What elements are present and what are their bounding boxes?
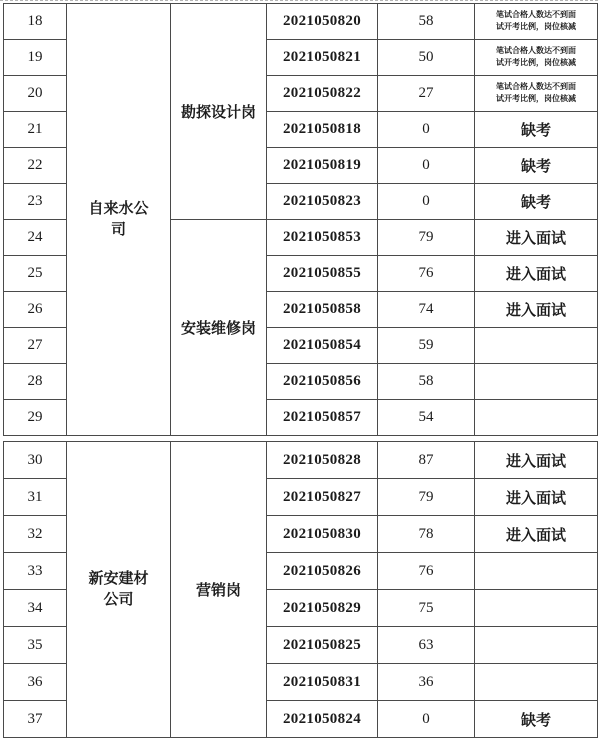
exam-id-cell: 2021050828 [267,442,378,479]
seq-cell: 28 [4,364,67,400]
result-cell: 进入面试 [475,256,598,292]
seq-cell: 19 [4,40,67,76]
seq-cell: 25 [4,256,67,292]
result-cell: 进入面试 [475,516,598,553]
seq-cell: 34 [4,590,67,627]
result-cell [475,400,598,436]
exam-id-cell: 2021050854 [267,328,378,364]
score-cell: 0 [378,148,475,184]
result-note: 笔试合格人数达不到面试开考比例，岗位核减 [496,81,576,104]
exam-id-cell: 2021050830 [267,516,378,553]
results-table-section-1 [3,3,598,436]
score-cell: 54 [378,400,475,436]
score-cell: 58 [378,364,475,400]
result-cell [475,4,598,40]
score-cell: 78 [378,516,475,553]
exam-id-cell: 2021050825 [267,627,378,664]
score-cell: 79 [378,220,475,256]
result-cell [475,364,598,400]
exam-id-cell: 2021050823 [267,184,378,220]
seq-cell: 26 [4,292,67,328]
exam-id-cell: 2021050831 [267,664,378,701]
result-note: 笔试合格人数达不到面试开考比例，岗位核减 [496,45,576,68]
score-cell: 0 [378,184,475,220]
exam-id-cell: 2021050827 [267,479,378,516]
score-cell: 36 [378,664,475,701]
score-cell: 76 [378,256,475,292]
exam-id-cell: 2021050856 [267,364,378,400]
exam-id-cell: 2021050822 [267,76,378,112]
seq-cell: 20 [4,76,67,112]
result-cell: 进入面试 [475,479,598,516]
seq-cell: 29 [4,400,67,436]
seq-cell: 22 [4,148,67,184]
result-cell [475,328,598,364]
score-cell: 75 [378,590,475,627]
company-cell [67,4,171,436]
position-cell: 营销岗 [171,442,267,738]
seq-cell: 31 [4,479,67,516]
result-cell: 缺考 [475,701,598,738]
results-table-section-2 [3,441,598,738]
exam-id-cell: 2021050818 [267,112,378,148]
seq-cell: 33 [4,553,67,590]
result-cell: 进入面试 [475,220,598,256]
result-cell: 缺考 [475,148,598,184]
seq-cell: 27 [4,328,67,364]
score-cell: 79 [378,479,475,516]
exam-id-cell: 2021050826 [267,553,378,590]
page-break-dashed-line [0,0,598,1]
exam-id-cell: 2021050853 [267,220,378,256]
score-cell: 59 [378,328,475,364]
exam-id-cell: 2021050829 [267,590,378,627]
score-cell: 0 [378,112,475,148]
score-cell: 63 [378,627,475,664]
result-cell [475,664,598,701]
result-cell: 进入面试 [475,292,598,328]
score-cell: 0 [378,701,475,738]
seq-cell: 18 [4,4,67,40]
score-cell: 27 [378,76,475,112]
result-cell [475,40,598,76]
result-cell [475,590,598,627]
seq-cell: 32 [4,516,67,553]
result-cell [475,76,598,112]
company-name: 自来水公司 [88,200,149,238]
score-cell: 76 [378,553,475,590]
score-cell: 74 [378,292,475,328]
result-cell: 缺考 [475,112,598,148]
company-cell [67,442,171,738]
result-cell [475,553,598,590]
seq-cell: 24 [4,220,67,256]
seq-cell: 30 [4,442,67,479]
position-cell: 勘探设计岗 [171,4,267,220]
table-row [4,442,598,479]
result-cell: 缺考 [475,184,598,220]
table-row [4,4,598,40]
exam-id-cell: 2021050855 [267,256,378,292]
seq-cell: 37 [4,701,67,738]
exam-id-cell: 2021050819 [267,148,378,184]
exam-id-cell: 2021050857 [267,400,378,436]
seq-cell: 21 [4,112,67,148]
exam-id-cell: 2021050821 [267,40,378,76]
exam-id-cell: 2021050820 [267,4,378,40]
result-cell: 进入面试 [475,442,598,479]
company-name: 新安建材公司 [88,570,149,608]
exam-id-cell: 2021050824 [267,701,378,738]
score-cell: 58 [378,4,475,40]
score-cell: 50 [378,40,475,76]
exam-id-cell: 2021050858 [267,292,378,328]
seq-cell: 23 [4,184,67,220]
result-note: 笔试合格人数达不到面试开考比例，岗位核减 [496,9,576,32]
position-cell: 安装维修岗 [171,220,267,436]
seq-cell: 35 [4,627,67,664]
seq-cell: 36 [4,664,67,701]
score-cell: 87 [378,442,475,479]
result-cell [475,627,598,664]
